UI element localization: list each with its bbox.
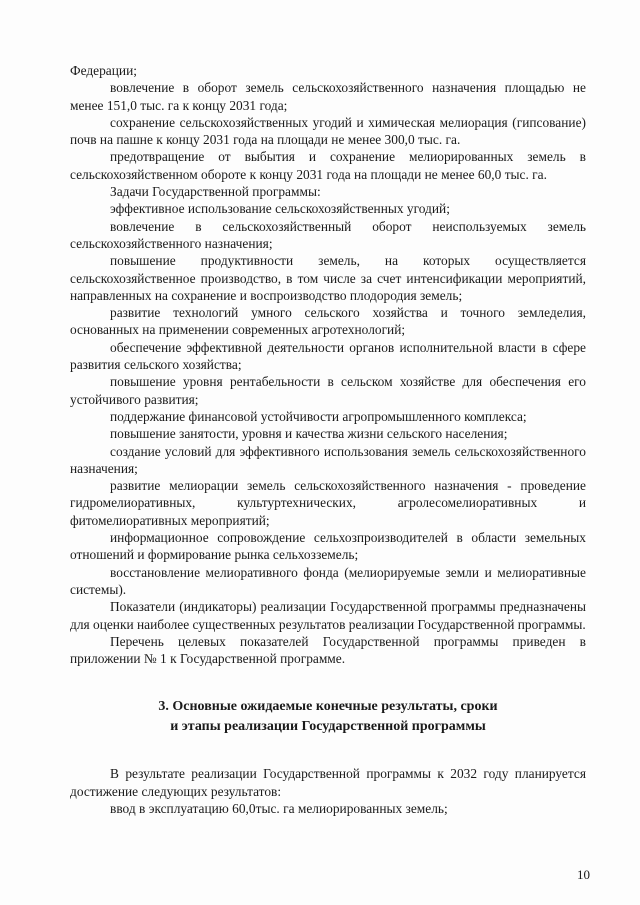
paragraph: Задачи Государственной программы: <box>110 184 321 200</box>
paragraph: Перечень целевых показателей Государственной программы приведен в приложении № 1 к Государственной программе. <box>70 633 586 667</box>
paragraph: информационное сопровождение сельхозпроизводителей в области земельных отношений и формирование рынка сельхозземель; <box>70 530 586 563</box>
paragraph: Федерации; <box>70 63 137 78</box>
paragraph: развитие мелиорации земель сельскохозяйственного назначения - проведение гидромелиоративных, культуртехнических, агролесомелиоративных и фитомелиоративных мероприятий; <box>70 478 586 528</box>
paragraph: обеспечение эффективной деятельности органов исполнительной власти в сфере развития сельского хозяйства; <box>70 339 586 373</box>
paragraph: предотвращение от выбытия и сохранение мелиорированных земель в сельскохозяйственном обороте к концу 2031 года на площади не менее 60,0 тыс. га. <box>70 149 586 182</box>
page-number: 10 <box>577 867 590 882</box>
paragraph: восстановление мелиоративного фонда (мелиорируемые земли и мелиоративные системы). <box>70 564 586 597</box>
document-body <box>70 62 586 817</box>
section-heading <box>70 697 586 737</box>
paragraph: развитие технологий умного сельского хозяйства и точного земледелия, основанных на применении современных агротехнологий; <box>70 305 586 338</box>
section-heading-line-2: и этапы реализации Государственной программы <box>170 719 486 735</box>
paragraph: создание условий для эффективного использования земель сельскохозяйственного назначения; <box>70 443 586 476</box>
paragraph: вовлечение в сельскохозяйственный оборот неиспользуемых земель сельскохозяйственного назначения; <box>70 218 586 251</box>
paragraph: эффективное использование сельскохозяйственных угодий; <box>110 201 450 217</box>
paragraphs-top <box>70 62 586 667</box>
paragraph: поддержание финансовой устойчивости агропромышленного комплекса; <box>110 408 527 424</box>
paragraph: Показатели (индикаторы) реализации Государственной программы предназначены для оценки наиболее существенных результатов реализации Государственной программы. <box>70 599 586 632</box>
paragraph: повышение уровня рентабельности в сельском хозяйстве для обеспечения его устойчивого развития; <box>70 374 586 407</box>
section-heading-line-1: 3. Основные ожидаемые конечные результаты, сроки <box>158 699 498 715</box>
paragraphs-bottom <box>70 765 586 817</box>
paragraph: повышение занятости, уровня и качества жизни сельского населения; <box>110 426 508 442</box>
paragraph: ввод в эксплуатацию 60,0тыс. га мелиорированных земель; <box>110 800 448 816</box>
paragraph: сохранение сельскохозяйственных угодий и химическая мелиорация (гипсование) почв на пашне к концу 2031 года на площади не менее 300,0 тыс. га. <box>70 114 586 148</box>
paragraph: вовлечение в оборот земель сельскохозяйственного назначения площадью не менее 151,0 тыс. га к концу 2031 года; <box>70 80 586 113</box>
paragraph: В результате реализации Государственной программы к 2032 году планируется достижение следующих результатов: <box>70 766 586 799</box>
paragraph: повышение продуктивности земель, на которых осуществляется сельскохозяйственное производство, в том числе за счет интенсификации мероприятий, направленных на сохранение и воспроизводство плодородия земель; <box>70 253 586 303</box>
